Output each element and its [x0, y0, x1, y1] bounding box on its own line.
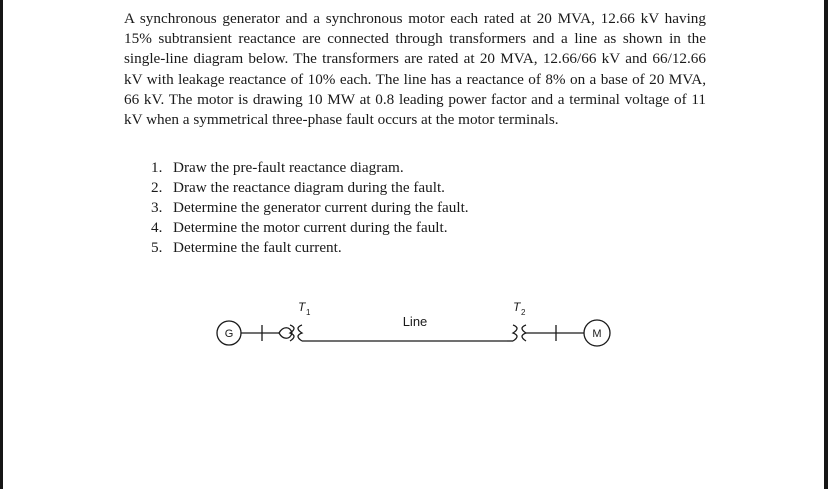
task-text: Determine the motor current during the fault.: [173, 219, 448, 236]
task-list: [131, 158, 531, 258]
right-dark-edge: [824, 0, 828, 489]
motor-label: M: [592, 328, 602, 340]
task-item: [131, 178, 531, 198]
t1-label: T: [298, 300, 306, 314]
t2-label: T: [513, 300, 521, 314]
task-text: Determine the generator current during the fault.: [173, 199, 469, 216]
t2-subscript: 2: [521, 308, 526, 317]
task-number: 3.: [151, 199, 163, 216]
t2-coil-right: [522, 325, 526, 341]
generator-label: G: [224, 328, 234, 340]
t2-coil-left: [513, 325, 517, 341]
motor-circle: [584, 320, 610, 346]
t1-coil-right: [298, 325, 302, 341]
task-number: 4.: [151, 219, 163, 236]
task-item: [131, 218, 531, 238]
task-number: 1.: [151, 159, 163, 176]
line-label: Line: [402, 314, 428, 329]
problem-statement: A synchronous generator and a synchronous motor each rated at 20 MVA, 12.66 kV having 15% subtransient reactance are connected through transformers and a line as shown in the single-line diagram below. The transformers are rated at 20 MVA, 12.66/66 kV and 66/12.66 kV with leakage reactance of 10% each. The line has a reactance of 8% on a base of 20 MVA, 66 kV. The motor is drawing 10 MW at 0.8 leading power factor and a terminal voltage of 11 kV when a symmetrical three-phase fault occurs at the motor terminals.: [124, 10, 706, 129]
task-text: Determine the fault current.: [173, 239, 342, 256]
task-text: Draw the pre-fault reactance diagram.: [173, 159, 404, 176]
task-item: [131, 158, 531, 178]
task-text: Draw the reactance diagram during the fault.: [173, 179, 445, 196]
t1-coil-left: [290, 325, 294, 341]
t1-winding-primary: [279, 328, 292, 339]
task-number: 2.: [151, 179, 163, 196]
task-item: [131, 198, 531, 218]
task-item: [131, 238, 531, 258]
task-number: 5.: [151, 239, 163, 256]
generator-circle: [217, 321, 241, 345]
t1-subscript: 1: [306, 308, 311, 317]
left-dark-edge: [0, 0, 3, 489]
